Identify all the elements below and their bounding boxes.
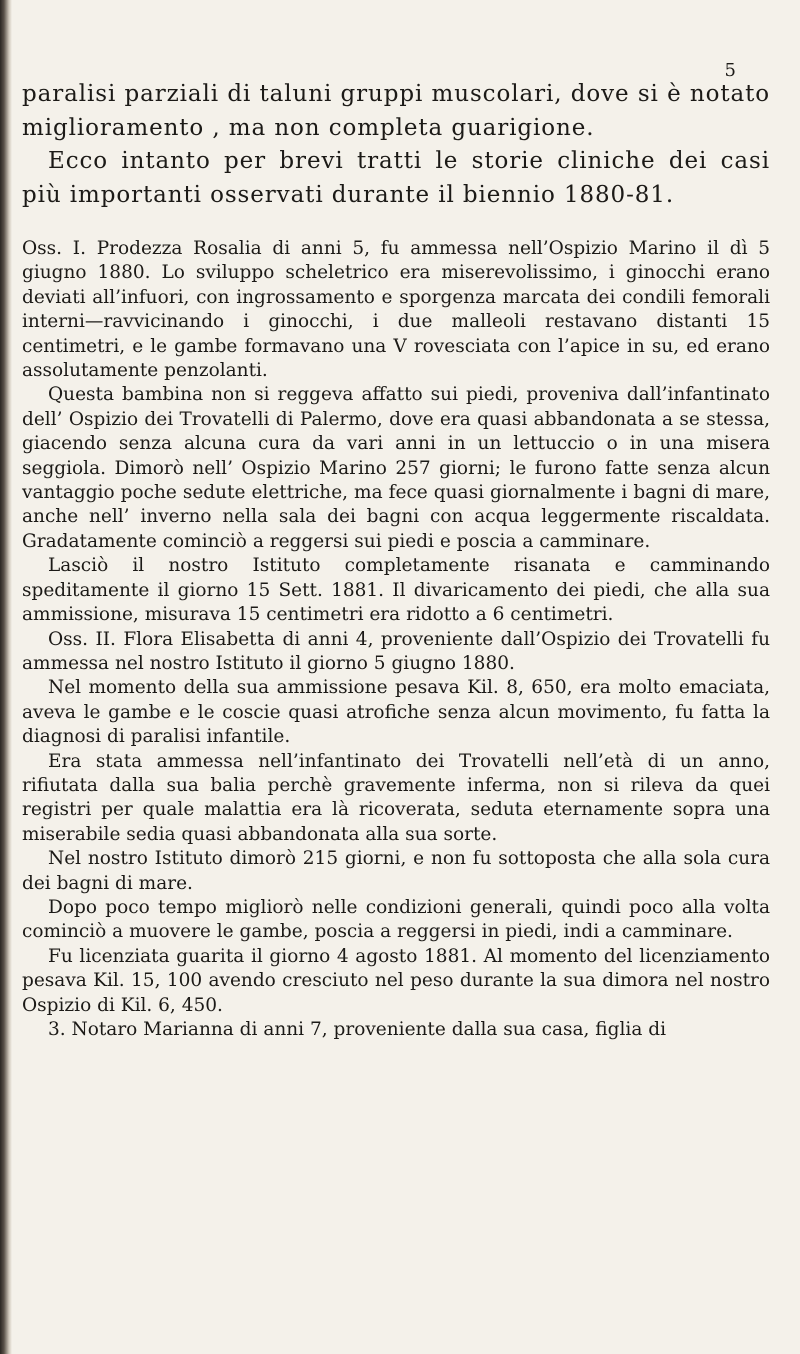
intro-paragraph: paralisi parziali di taluni gruppi muscolari, dove si è notato miglioramento , ma non completa guarigione. <box>22 81 770 141</box>
case-paragraph: 3. Notaro Marianna di anni 7, proveniente dalla sua casa, figlia di <box>48 1019 666 1040</box>
intro-section <box>22 78 770 212</box>
document-page <box>22 78 770 1042</box>
page-number: 5 <box>724 60 736 81</box>
case-paragraph: Dopo poco tempo migliorò nelle condizioni generali, quindi poco alla volta cominciò a muovere le gambe, poscia a reggersi in piedi, indi a camminare. <box>22 896 770 943</box>
case-paragraph: Oss. I. Prodezza Rosalia di anni 5, fu ammessa nell’Ospizio Marino il dì 5 giugno 1880. Lo sviluppo scheletrico era miserevolissimo, i ginocchi erano deviati all’infuori, con ingrossamento e sporgenza marcata dei condili femorali interni—ravvicinando i ginocchi, i due malleoli restavano distanti 15 centimetri, e le gambe formavano una V rovesciata con l’apice in su, ed erano assolutamente penzolanti. <box>22 238 770 382</box>
case-paragraph: Oss. II. Flora Elisabetta di anni 4, proveniente dall’Ospizio dei Trovatelli fu ammessa nel nostro Istituto il giorno 5 giugno 1880. <box>22 628 770 674</box>
intro-paragraph: Ecco intanto per brevi tratti le storie cliniche dei casi più importanti osservati durante il biennio 1880-81. <box>22 148 770 208</box>
case-paragraph: Lasciò il nostro Istituto completamente risanata e camminando speditamente il giorno 15 Sett. 1881. Il divaricamento dei piedi, che alla sua ammissione, misurava 15 centimetri era ridotto a 6 centimetri. <box>22 555 770 626</box>
case-paragraph: Nel momento della sua ammissione pesava Kil. 8, 650, era molto emaciata, aveva le gambe e le coscie quasi atrofiche senza alcun movimento, fu fatta la diagnosi di paralisi infantile. <box>22 677 770 748</box>
case-reports <box>22 237 770 1042</box>
case-paragraph: Fu licenziata guarita il giorno 4 agosto 1881. Al momento del licenziamento pesava Kil. 15, 100 avendo cresciuto nel peso durante la sua dimora nel nostro Ospizio di Kil. 6, 450. <box>22 945 770 1016</box>
case-paragraph: Nel nostro Istituto dimorò 215 giorni, e non fu sottoposta che alla sola cura dei bagni di mare. <box>22 848 770 894</box>
book-binding-shadow <box>0 0 12 1354</box>
case-paragraph: Questa bambina non si reggeva affatto sui piedi, proveniva dall’infantinato dell’ Ospizio dei Trovatelli di Palermo, dove era quasi abbandonata a se stessa, giacendo senza alcuna cura da vari anni in un lettuccio o in una misera seggiola. Dimorò nell’ Ospizio Marino 257 giorni; le furono fatte senza alcun vantaggio poche sedute elettriche, ma fece quasi giornalmente i bagni di mare, anche nell’ inverno nella sala dei bagni con acqua leggermente riscaldata. Gradatamente cominciò a reggersi sui piedi e poscia a camminare. <box>22 384 770 552</box>
case-paragraph: Era stata ammessa nell’infantinato dei Trovatelli nell’età di un anno, rifiutata dalla sua balia perchè gravemente inferma, non si rileva da quei registri per quale malattia era là ricoverata, seduta eternamente sopra una miserabile sedia quasi abbandonata alla sua sorte. <box>22 750 770 845</box>
